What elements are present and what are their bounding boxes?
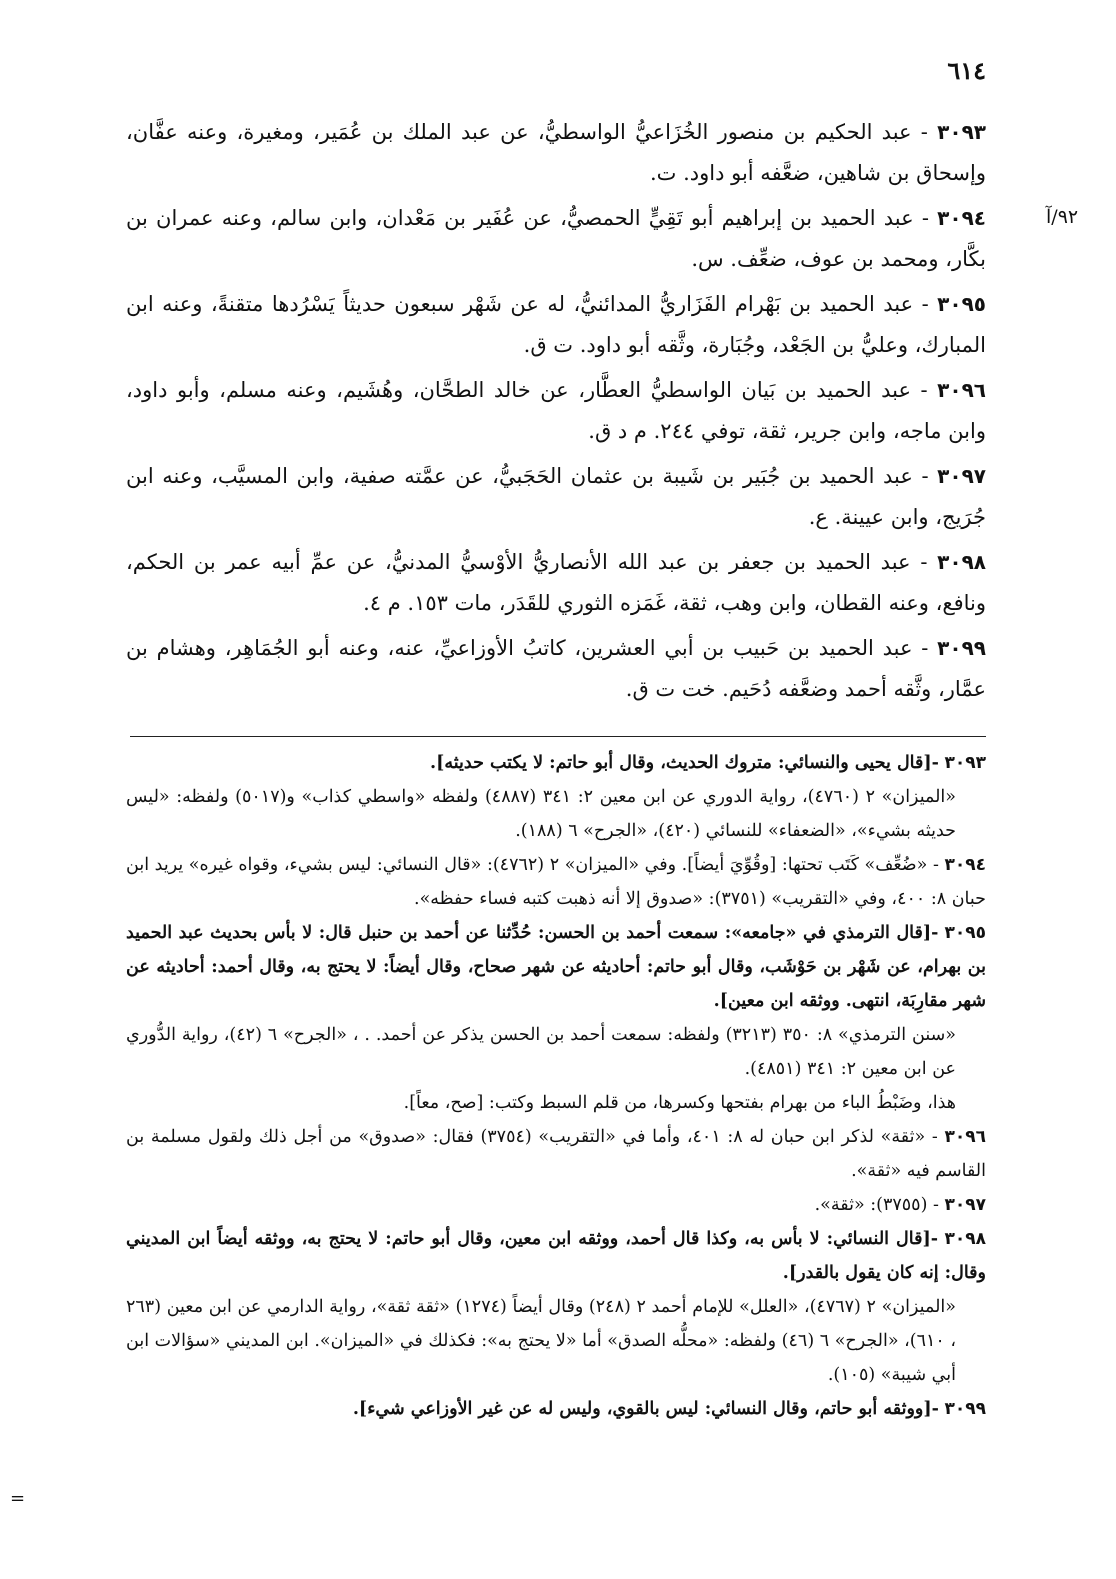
main-text (126, 112, 986, 714)
entry-number: ٣٠٩٩ (937, 636, 986, 660)
note-text: - «ضُعِّف» كَتَب تحتها: [وقُوِّيَ أيضاً]. وفي «الميزان» ٢ (٤٧٦٢): «قال النسائي: ليس بشيء، وقواه غيره» يريد ابن حبان ٨: ٤٠٠، وفي «التقريب» (٣٧٥١): «صدوق إلا أنه ذهبت كتبه فساء حفظه». (126, 855, 986, 909)
entry-3098 (126, 542, 986, 624)
entry-text: - عبد الحكيم بن منصور الخُزَاعيُّ الواسطيُّ، عن عبد الملك بن عُمَير، ومغيرة، وعنه عفَّان، وإسحاق بن شاهين، ضعَّفه أبو داود. ت. (126, 120, 986, 185)
note-bold-text: -[قال النسائي: لا بأس به، وكذا قال أحمد، ووثقه ابن معين، وقال أبو حاتم: لا يحتج به، ووثقه أيضاً ابن المديني وقال: إنه كان يقول بالقدر]. (126, 1229, 986, 1283)
note-3095 (126, 916, 986, 1120)
note-number: ٣٠٩٦ (944, 1127, 986, 1147)
note-number: ٣٠٩٥ (944, 923, 986, 943)
note-3096 (126, 1120, 986, 1188)
entry-3096 (126, 370, 986, 452)
note-3098 (126, 1222, 986, 1392)
note-bold-text: -[قال يحيى والنسائي: متروك الحديث، وقال أبو حاتم: لا يكتب حديثه]. (429, 753, 939, 773)
page-number: ٦١٤ (947, 56, 986, 85)
entry-number: ٣٠٩٥ (937, 292, 986, 316)
entry-number: ٣٠٩٦ (937, 378, 986, 402)
note-number: ٣٠٩٨ (944, 1229, 986, 1249)
entry-number: ٣٠٩٧ (937, 464, 986, 488)
note-text: «سنن الترمذي» ٨: ٣٥٠ (٣٢١٣) ولفظه: سمعت أحمد بن الحسن يذكر عن أحمد. . ، «الجرح» ٦ (٤٢)، رواية الدُّوري عن ابن معين ٢: ٣٤١ (٤٨٥١). (126, 1025, 956, 1079)
note-number: ٣٠٩٣ (944, 753, 986, 773)
entry-text: - عبد الحميد بن بَهْرام الفَزَاريُّ المدائنيُّ، له عن شَهْر سبعون حديثاً يَسْرُدها متقنةً، وعنه ابن المبارك، وعليُّ بن الجَعْد، وجُبَارة، وثَّقه أبو داود. ت ق. (126, 292, 986, 357)
entry-number: ٣٠٩٨ (937, 550, 986, 574)
note-bold-text: -[ووثقه أبو حاتم، وقال النسائي: ليس بالقوي، وليس له عن غير الأوزاعي شيء]. (352, 1399, 939, 1419)
note-extra-text: هذا، وضَبْطُ الباء من بهرام بفتحها وكسرها، من قلم السبط وكتب: [صح، معاً]. (403, 1093, 956, 1113)
entry-3099 (126, 628, 986, 710)
note-text: «الميزان» ٢ (٤٧٦٧)، «العلل» للإمام أحمد ٢ (٢٤٨) وقال أيضاً (١٢٧٤) «ثقة ثقة»، رواية الدارمي عن ابن معين (٢٦٣ ، ٦١٠)، «الجرح» ٦ (٤٦) ولفظه: «محلُّه الصدق» أما «لا يحتج به»: فكذلك في «الميزان». ابن المديني «سؤالات ابن أبي شيبة» (١٠٥). (126, 1297, 957, 1385)
note-number: ٣٠٩٧ (944, 1195, 986, 1215)
entry-3094 (126, 198, 986, 280)
entry-3093 (126, 112, 986, 194)
note-text: - «ثقة» لذكر ابن حبان له ٨: ٤٠١، وأما في «التقريب» (٣٧٥٤) فقال: «صدوق» من أجل ذلك ولقول مسلمة بن القاسم فيه «ثقة». (126, 1127, 986, 1181)
note-number: ٣٠٩٤ (944, 855, 986, 875)
note-3099 (126, 1392, 986, 1426)
entry-text: - عبد الحميد بن بَيان الواسطيُّ العطَّار، عن خالد الطحَّان، وهُشَيم، وعنه مسلم، وأبو داود، وابن ماجه، وابن جرير، ثقة، توفي ٢٤٤. م د ق. (126, 378, 986, 443)
note-number: ٣٠٩٩ (944, 1399, 986, 1419)
footnotes (126, 746, 986, 1426)
entry-text: - عبد الحميد بن جعفر بن عبد الله الأنصاريُّ الأوْسيُّ المدنيُّ، عن عمِّ أبيه عمر بن الحكم، ونافع، وعنه القطان، وابن وهب، ثقة، غَمَزه الثوري للقَدَر، مات ١٥٣. م ٤. (126, 550, 986, 615)
entry-text: - عبد الحميد بن إبراهيم أبو تَقِيٍّ الحمصيُّ، عن عُفَير بن مَعْدان، وابن سالم، وعنه عمران بن بكَّار، ومحمد بن عوف، ضعِّف. س. (126, 206, 986, 271)
note-3093 (126, 746, 986, 848)
note-3094 (126, 848, 986, 916)
note-bold-text: -[قال الترمذي في «جامعه»: سمعت أحمد بن الحسن: حُدِّثنا عن أحمد بن حنبل قال: لا بأس بحديث عبد الحميد بن بهرام، عن شَهْر بن حَوْشَب، وقال أبو حاتم: أحاديثه عن شهر صحاح، وقال أيضاً: لا يحتج به، وقال أحمد: أحاديثه عن شهر مقارِبَة، انتهى. ووثقه ابن معين]. (126, 923, 986, 1011)
side-continuation-mark: = (10, 1488, 26, 1509)
entry-number: ٣٠٩٤ (937, 206, 986, 230)
footnote-divider (130, 736, 986, 737)
margin-folio-note: ٩٢/آ (1046, 206, 1079, 228)
entry-number: ٣٠٩٣ (937, 120, 986, 144)
entry-3095 (126, 284, 986, 366)
entry-3097 (126, 456, 986, 538)
entry-text: - عبد الحميد بن جُبَير بن شَيبة بن عثمان الحَجَبيُّ، عن عمَّته صفية، وابن المسيَّب، وعنه ابن جُرَيج، وابن عيينة. ع. (126, 464, 986, 529)
note-3097 (126, 1188, 986, 1222)
note-text: - (٣٧٥٥): «ثقة». (814, 1195, 939, 1215)
entry-text: - عبد الحميد بن حَبيب بن أبي العشرين، كاتبُ الأوزاعيِّ، عنه، وعنه أبو الجُمَاهِر، وهشام بن عمَّار، وثَّقه أحمد وضعَّفه دُحَيم. خت ت ق. (126, 636, 986, 701)
note-text: «الميزان» ٢ (٤٧٦٠)، رواية الدوري عن ابن معين ٢: ٣٤١ (٤٨٨٧) ولفظه «واسطي كذاب» و(٥٠١٧) ولفظه: «ليس حديثه بشيء»، «الضعفاء» للنسائي (٤٢٠)، «الجرح» ٦ (١٨٨). (126, 787, 957, 841)
